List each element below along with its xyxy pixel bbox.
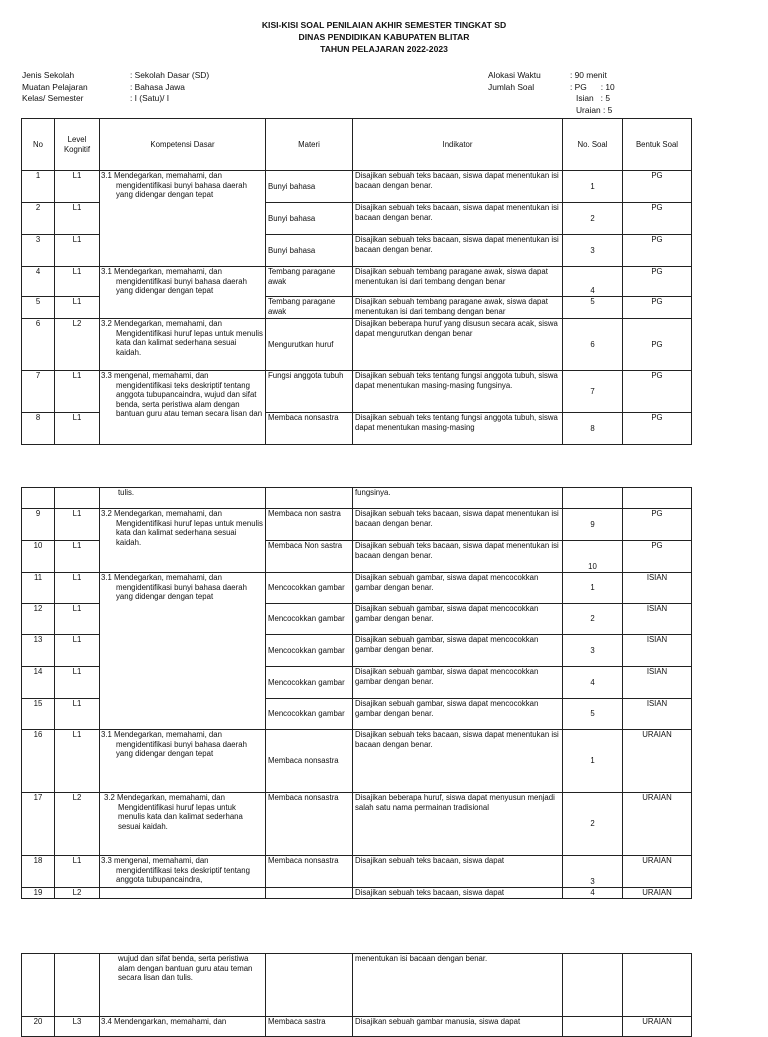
cell-materi: Bunyi bahasa xyxy=(266,171,353,203)
cell-no-soal: 7 xyxy=(563,371,623,413)
cell-no: 15 xyxy=(22,699,55,730)
cell-no: 17 xyxy=(22,793,55,856)
cell-level: L1 xyxy=(55,541,100,573)
cell-indikator: Disajikan sebuah teks bacaan, siswa dapat menentukan isi bacaan dengan benar. xyxy=(353,509,563,541)
cell-no-soal: 3 xyxy=(563,635,623,667)
cell-no: 12 xyxy=(22,604,55,635)
cell-no-soal: 1 xyxy=(563,730,623,793)
cell-level: L1 xyxy=(55,297,100,319)
cell-bentuk: PG xyxy=(623,171,692,203)
cell-no: 20 xyxy=(22,1017,55,1037)
cell-materi: Membaca nonsastra xyxy=(266,730,353,793)
cell-kd: 3.2 Mendegarkan, memahami, dan Mengidentifikasi huruf lepas untuk menulis kata dan kalimat sederhana sesuai kaidah. xyxy=(100,793,266,856)
cell-level: L1 xyxy=(55,235,100,267)
cell-level: L2 xyxy=(55,793,100,856)
col-header-no: No xyxy=(22,119,55,171)
cell-materi: Membaca nonsastra xyxy=(266,793,353,856)
cell-level: L1 xyxy=(55,267,100,297)
cell-bentuk: ISIAN xyxy=(623,667,692,699)
cell-indikator: Disajikan sebuah gambar, siswa dapat mencocokkan gambar dengan benar. xyxy=(353,635,563,667)
cell-kd-continued: tulis. xyxy=(100,488,266,509)
cell-kd: 3.1 Mendegarkan, memahami, dan mengidentifikasi bunyi bahasa daerah yang didengar dengan tepat xyxy=(100,171,266,267)
cell-materi: Tembang paragane awak xyxy=(266,297,353,319)
col-header-materi: Materi xyxy=(266,119,353,171)
table-row-continued xyxy=(22,954,692,1017)
cell-materi: Mencocokkan gambar xyxy=(266,604,353,635)
cell-bentuk: ISIAN xyxy=(623,699,692,730)
cell-no: 18 xyxy=(22,856,55,888)
cell-no-soal: 9 xyxy=(563,509,623,541)
cell-kd: 3.1 Mendegarkan, memahami, dan mengidentifikasi bunyi bahasa daerah yang didengar dengan tepat xyxy=(100,267,266,319)
cell-no-soal: 4 xyxy=(563,267,623,297)
cell-materi: Membaca non sastra xyxy=(266,509,353,541)
cell-level: L1 xyxy=(55,203,100,235)
table-row xyxy=(22,1017,692,1037)
cell-no: 5 xyxy=(22,297,55,319)
cell-no-soal: 4 xyxy=(563,888,623,899)
cell-no-soal-empty xyxy=(563,954,623,1017)
cell-no: 19 xyxy=(22,888,55,899)
cell-materi xyxy=(266,888,353,899)
cell-no-soal: 1 xyxy=(563,171,623,203)
cell-no: 7 xyxy=(22,371,55,413)
cell-indikator-continued: fungsinya. xyxy=(353,488,563,509)
cell-materi: Membaca sastra xyxy=(266,1017,353,1037)
cell-no-soal: 10 xyxy=(563,541,623,573)
cell-indikator: Disajikan sebuah gambar manusia, siswa dapat xyxy=(353,1017,563,1037)
info-label-jenis-sekolah: Jenis Sekolah xyxy=(22,70,75,80)
table-header-row xyxy=(22,119,692,171)
cell-materi: Fungsi anggota tubuh xyxy=(266,371,353,413)
cell-bentuk: PG xyxy=(623,541,692,573)
cell-level: L1 xyxy=(55,856,100,888)
cell-level: L1 xyxy=(55,171,100,203)
col-header-level: Level Kognitif xyxy=(55,119,100,171)
cell-indikator: Disajikan sebuah teks tentang fungsi anggota tubuh, siswa dapat menentukan masing-masing xyxy=(353,413,563,445)
table-row xyxy=(22,856,692,888)
cell-materi: Mengurutkan huruf xyxy=(266,319,353,371)
cell-level: L1 xyxy=(55,509,100,541)
cell-materi: Mencocokkan gambar xyxy=(266,635,353,667)
cell-bentuk: PG xyxy=(623,319,692,371)
cell-no: 10 xyxy=(22,541,55,573)
cell-indikator: Disajikan sebuah gambar, siswa dapat mencocokkan gambar dengan benar. xyxy=(353,573,563,604)
cell-materi: Membaca nonsastra xyxy=(266,413,353,445)
cell-level: L1 xyxy=(55,730,100,793)
table-row xyxy=(22,730,692,793)
cell-no-soal: 5 xyxy=(563,297,623,319)
table-row xyxy=(22,267,692,297)
cell-no: 9 xyxy=(22,509,55,541)
cell-no-soal: 2 xyxy=(563,604,623,635)
cell-no-empty xyxy=(22,488,55,509)
cell-bentuk: PG xyxy=(623,267,692,297)
cell-level: L1 xyxy=(55,667,100,699)
cell-materi: Membaca nonsastra xyxy=(266,856,353,888)
cell-bentuk-empty xyxy=(623,954,692,1017)
cell-bentuk: ISIAN xyxy=(623,635,692,667)
cell-level-empty xyxy=(55,488,100,509)
cell-indikator: Disajikan beberapa huruf, siswa dapat menyusun menjadi salah satu nama permainan tradisional xyxy=(353,793,563,856)
col-header-indikator: Indikator xyxy=(353,119,563,171)
cell-indikator-continued: menentukan isi bacaan dengan benar. xyxy=(353,954,563,1017)
cell-no: 4 xyxy=(22,267,55,297)
cell-indikator: Disajikan sebuah teks tentang fungsi anggota tubuh, siswa dapat menentukan masing-masing fungsinya. xyxy=(353,371,563,413)
cell-materi: Membaca Non sastra xyxy=(266,541,353,573)
cell-kd: 3.2 Mendegarkan, memahami, dan Mengidentifikasi huruf lepas untuk menulis kata dan kalimat sederhana sesuai kaidah. xyxy=(100,509,266,573)
info-value-alokasi: : 90 menit xyxy=(570,70,607,80)
cell-indikator: Disajikan sebuah gambar, siswa dapat mencocokkan gambar dengan benar. xyxy=(353,699,563,730)
cell-no: 3 xyxy=(22,235,55,267)
cell-no: 8 xyxy=(22,413,55,445)
info-label-jumlah: Jumlah Soal xyxy=(488,81,535,92)
cell-level: L1 xyxy=(55,573,100,604)
doc-subtitle-dinas: DINAS PENDIDIKAN KABUPATEN BLITAR xyxy=(298,32,470,42)
cell-bentuk: PG xyxy=(623,413,692,445)
info-value-pg: : PG : 10 xyxy=(570,81,615,92)
cell-bentuk: URAIAN xyxy=(623,1017,692,1037)
cell-indikator: Disajikan beberapa huruf yang disusun secara acak, siswa dapat mengurutkan dengan benar xyxy=(353,319,563,371)
col-header-bentuk: Bentuk Soal xyxy=(623,119,692,171)
cell-bentuk: PG xyxy=(623,509,692,541)
table-row xyxy=(22,573,692,604)
cell-indikator: Disajikan sebuah teks bacaan, siswa dapat xyxy=(353,888,563,899)
cell-no-soal: 3 xyxy=(563,235,623,267)
cell-indikator: Disajikan sebuah teks bacaan, siswa dapat menentukan isi bacaan dengan benar. xyxy=(353,203,563,235)
cell-materi: Mencocokkan gambar xyxy=(266,699,353,730)
cell-no-soal-empty xyxy=(563,488,623,509)
cell-no-empty xyxy=(22,954,55,1017)
table-row xyxy=(22,319,692,371)
kisi-table-page-3 xyxy=(21,953,692,1037)
table-row xyxy=(22,793,692,856)
info-value-isian: Isian : 5 xyxy=(576,93,610,103)
cell-bentuk: URAIAN xyxy=(623,730,692,793)
cell-bentuk: PG xyxy=(623,203,692,235)
cell-level: L1 xyxy=(55,699,100,730)
cell-no: 16 xyxy=(22,730,55,793)
cell-indikator: Disajikan sebuah teks bacaan, siswa dapat menentukan isi bacaan dengan benar. xyxy=(353,541,563,573)
cell-kd: 3.1 Mendegarkan, memahami, dan mengidentifikasi bunyi bahasa daerah yang didengar dengan tepat xyxy=(100,730,266,793)
info-label-kelas: Kelas/ Semester xyxy=(22,93,84,103)
cell-materi-empty xyxy=(266,954,353,1017)
cell-materi: Mencocokkan gambar xyxy=(266,667,353,699)
cell-kd: 3.1 Mendegarkan, memahami, dan mengidentifikasi bunyi bahasa daerah yang didengar dengan tepat xyxy=(100,573,266,730)
cell-no-soal: 2 xyxy=(563,203,623,235)
cell-materi: Bunyi bahasa xyxy=(266,235,353,267)
cell-bentuk: URAIAN xyxy=(623,856,692,888)
cell-bentuk: PG xyxy=(623,297,692,319)
cell-level: L1 xyxy=(55,635,100,667)
cell-level: L2 xyxy=(55,319,100,371)
cell-indikator: Disajikan sebuah gambar, siswa dapat mencocokkan gambar dengan benar. xyxy=(353,667,563,699)
cell-bentuk: PG xyxy=(623,235,692,267)
info-right-values xyxy=(570,70,615,116)
info-value-kelas: : I (Satu)/ I xyxy=(130,93,170,103)
table-row-continued xyxy=(22,488,692,509)
cell-level: L1 xyxy=(55,413,100,445)
cell-no-soal: 5 xyxy=(563,699,623,730)
cell-bentuk: PG xyxy=(623,371,692,413)
cell-indikator: Disajikan sebuah tembang paragane awak, siswa dapat menentukan isi dari tembang dengan benar xyxy=(353,297,563,319)
cell-indikator: Disajikan sebuah teks bacaan, siswa dapat menentukan isi bacaan dengan benar. xyxy=(353,171,563,203)
cell-bentuk: URAIAN xyxy=(623,793,692,856)
cell-no-soal: 6 xyxy=(563,319,623,371)
cell-no-soal: 8 xyxy=(563,413,623,445)
info-left-values xyxy=(130,70,209,105)
cell-no: 11 xyxy=(22,573,55,604)
info-right-labels xyxy=(488,70,541,93)
cell-kd: 3.2 Mendegarkan, memahami, dan Mengidentifikasi huruf lepas untuk menulis kata dan kalimat sederhana sesuai kaidah. xyxy=(100,319,266,371)
cell-indikator: Disajikan sebuah gambar, siswa dapat mencocokkan gambar dengan benar. xyxy=(353,604,563,635)
table-row xyxy=(22,509,692,541)
cell-bentuk: URAIAN xyxy=(623,888,692,899)
cell-kd-continued: wujud dan sifat benda, serta peristiwa alam dengan bantuan guru atau teman secara lisan dan tulis. xyxy=(100,954,266,1017)
cell-bentuk-empty xyxy=(623,488,692,509)
cell-no: 6 xyxy=(22,319,55,371)
doc-subtitle-year: TAHUN PELAJARAN 2022-2023 xyxy=(320,44,448,54)
col-header-kd: Kompetensi Dasar xyxy=(100,119,266,171)
cell-no: 14 xyxy=(22,667,55,699)
info-label-muatan: Muatan Pelajaran xyxy=(22,81,88,92)
cell-kd: 3.3 mengenal, memahami, dan mengidentifikasi teks deskriptif tentang anggota tubupancaindra, wujud dan sifat benda, serta peristiwa alam dengan bantuan guru atau teman secara lisan dan xyxy=(100,371,266,445)
table-row xyxy=(22,171,692,203)
cell-no-soal: 2 xyxy=(563,793,623,856)
cell-level: L1 xyxy=(55,604,100,635)
cell-no: 2 xyxy=(22,203,55,235)
cell-bentuk: ISIAN xyxy=(623,604,692,635)
cell-level: L1 xyxy=(55,371,100,413)
kisi-table-page-2 xyxy=(21,487,692,899)
cell-materi: Bunyi bahasa xyxy=(266,203,353,235)
cell-level: L3 xyxy=(55,1017,100,1037)
cell-materi: Mencocokkan gambar xyxy=(266,573,353,604)
table-row xyxy=(22,371,692,413)
kisi-table-page-1 xyxy=(21,118,692,445)
cell-materi: Tembang paragane awak xyxy=(266,267,353,297)
doc-title: KISI-KISI SOAL PENILAIAN AKHIR SEMESTER TINGKAT SD xyxy=(261,20,507,30)
cell-no-soal: 3 xyxy=(563,856,623,888)
cell-indikator: Disajikan sebuah teks bacaan, siswa dapat menentukan isi bacaan dengan benar. xyxy=(353,235,563,267)
cell-no: 13 xyxy=(22,635,55,667)
info-value-jenis-sekolah: : Sekolah Dasar (SD) xyxy=(130,70,210,80)
col-header-no-soal: No. Soal xyxy=(563,119,623,171)
cell-no-soal: 1 xyxy=(563,573,623,604)
cell-no-soal xyxy=(563,1017,623,1037)
cell-kd: 3.4 Mendengarkan, memahami, dan xyxy=(100,1017,266,1037)
table-row xyxy=(22,888,692,899)
info-left-labels xyxy=(22,70,88,105)
cell-bentuk: ISIAN xyxy=(623,573,692,604)
cell-no: 1 xyxy=(22,171,55,203)
cell-kd: 3.3 mengenal, memahami, dan mengidentifikasi teks deskriptif tentang anggota tubupancaindra, xyxy=(100,856,266,888)
info-value-uraian: Uraian : 5 xyxy=(576,104,613,115)
cell-materi-empty xyxy=(266,488,353,509)
info-label-alokasi: Alokasi Waktu xyxy=(488,70,541,80)
cell-level: L2 xyxy=(55,888,100,899)
cell-indikator: Disajikan sebuah teks bacaan, siswa dapat xyxy=(353,856,563,888)
cell-level-empty xyxy=(55,954,100,1017)
cell-indikator: Disajikan sebuah tembang paragane awak, siswa dapat menentukan isi dari tembang dengan benar xyxy=(353,267,563,297)
cell-no-soal: 4 xyxy=(563,667,623,699)
cell-kd-empty xyxy=(100,888,266,899)
cell-indikator: Disajikan sebuah teks bacaan, siswa dapat menentukan isi bacaan dengan benar. xyxy=(353,730,563,793)
info-value-muatan: : Bahasa Jawa xyxy=(130,81,185,92)
